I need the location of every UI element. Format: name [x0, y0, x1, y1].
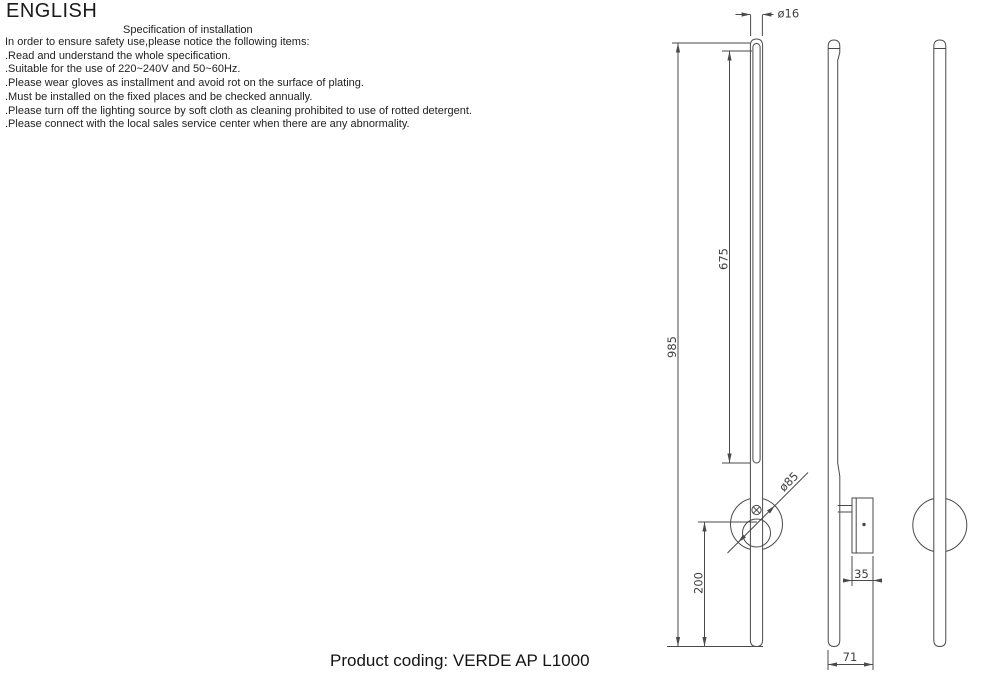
side-view [828, 40, 873, 647]
dim-label-wall-plate-depth: 35 [854, 567, 869, 581]
drawing-arrows [676, 12, 882, 666]
language-heading: ENGLISH [6, 0, 98, 22]
front-bar [750, 39, 762, 647]
instruction-line: In order to ensure safety use,please notice the following items: [5, 36, 310, 48]
dim-label-overall-length: 985 [665, 336, 679, 358]
dim-label-led-strip-length: 675 [716, 248, 731, 270]
dim-label-mount-to-bottom: 200 [691, 572, 706, 594]
back-bar [934, 40, 946, 647]
instruction-line: .Please connect with the local sales service center when there are any abnormality. [5, 118, 410, 131]
front-view [728, 39, 809, 647]
instruction-line: .Suitable for the use of 220~240V and 50~60Hz. [5, 63, 241, 76]
spec-title: Specification of installation [123, 24, 253, 36]
dim-label-overall-depth: 71 [842, 650, 858, 664]
dim-label-wall-plate-diameter: ø85 [776, 469, 802, 495]
instruction-line: .Please turn off the lighting source by soft cloth as cleaning prohibited to use of rotted detergent. [5, 104, 472, 117]
side-wall-bracket [852, 498, 873, 553]
dim-label-tube-diameter: ø16 [777, 6, 800, 21]
bracket-screw-dot [862, 523, 865, 526]
back-view [913, 40, 967, 647]
product-coding: Product coding: VERDE AP L1000 [330, 651, 590, 670]
drawing-lines [667, 15, 967, 671]
side-bar [828, 40, 840, 647]
instruction-line: .Must be installed on the fixed places and be checked annually. [5, 90, 313, 103]
dim-985 [667, 43, 763, 647]
instruction-line: .Please wear gloves as installment and avoid rot on the surface of plating. [5, 77, 364, 90]
dim-200 [698, 522, 757, 647]
instruction-line: .Read and understand the whole specification. [5, 49, 231, 62]
dim-16 [736, 15, 774, 37]
